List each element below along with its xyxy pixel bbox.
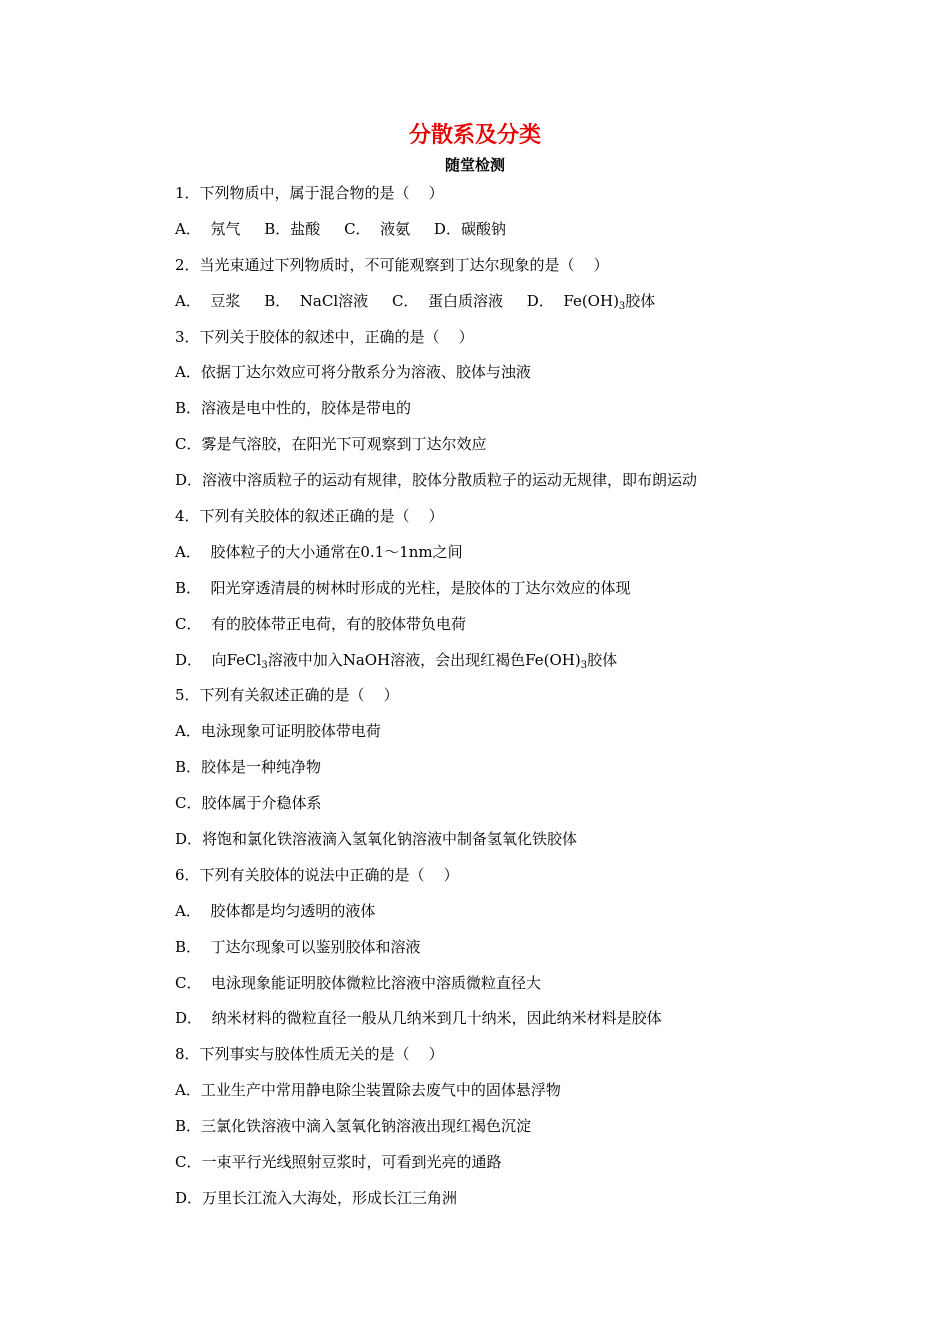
q4-option-d-pre: D． 向FeCl xyxy=(175,650,262,669)
q8-option-c: C．一束平行光线照射豆浆时，可看到光亮的通路 xyxy=(175,1153,502,1172)
q3-stem: 3．下列关于胶体的叙述中，正确的是（ ） xyxy=(175,327,474,346)
q2-options-tail: 胶体 xyxy=(625,291,656,310)
q2-options xyxy=(175,287,875,323)
q4-option-a: A． 胶体粒子的大小通常在0.1～1nm之间 xyxy=(175,542,463,561)
q5-option-b: B．胶体是一种纯净物 xyxy=(175,758,322,777)
q5-option-a: A．电泳现象可证明胶体带电荷 xyxy=(175,722,381,741)
q1-options: A． 氖气 B．盐酸 C． 液氨 D．碳酸钠 xyxy=(175,219,506,238)
q4-option-d-sub1: 3 xyxy=(261,659,268,671)
q8-option-d: D．万里长江流入大海处，形成长江三角洲 xyxy=(175,1188,458,1207)
q2-options-text: A． 豆浆 B． NaCl溶液 C． 蛋白质溶液 D． Fe(OH) xyxy=(175,291,619,310)
q2-stem: 2．当光束通过下列物质时，不可能观察到丁达尔现象的是（ ） xyxy=(175,255,609,274)
q8-option-b: B．三氯化铁溶液中滴入氢氧化钠溶液出现红褐色沉淀 xyxy=(175,1117,532,1136)
q4-option-d xyxy=(175,646,875,682)
q6-stem: 6．下列有关胶体的说法中正确的是（ ） xyxy=(175,865,459,884)
q3-option-a: A．依据丁达尔效应可将分散系分为溶液、胶体与浊液 xyxy=(175,363,531,382)
q6-option-c: C． 电泳现象能证明胶体微粒比溶液中溶质微粒直径大 xyxy=(175,973,542,992)
q5-option-c: C．胶体属于介稳体系 xyxy=(175,794,322,813)
q1-stem: 1．下列物质中，属于混合物的是（ ） xyxy=(175,184,444,202)
q5-stem: 5．下列有关叙述正确的是（ ） xyxy=(175,686,399,705)
document-title: 分散系及分类 xyxy=(408,122,541,148)
q4-option-c: C． 有的胶体带正电荷，有的胶体带负电荷 xyxy=(175,614,467,633)
q8-option-a: A．工业生产中常用静电除尘装置除去废气中的固体悬浮物 xyxy=(175,1081,561,1100)
question-list xyxy=(175,179,875,1220)
q3-option-b: B．溶液是电中性的，胶体是带电的 xyxy=(175,399,412,418)
q3-option-c: C．雾是气溶胶，在阳光下可观察到丁达尔效应 xyxy=(175,435,487,454)
q4-option-d-sub2: 3 xyxy=(580,659,588,671)
q4-option-d-tail: 胶体 xyxy=(587,650,618,669)
q6-option-a: A． 胶体都是均匀透明的液体 xyxy=(175,901,376,920)
q3-option-d: D．溶液中溶质粒子的运动有规律，胶体分散质粒子的运动无规律，即布朗运动 xyxy=(175,471,698,490)
q4-stem: 4．下列有关胶体的叙述正确的是（ ） xyxy=(175,507,444,526)
q8-stem: 8．下列事实与胶体性质无关的是（ ） xyxy=(175,1045,444,1064)
q6-option-d: D． 纳米材料的微粒直径一般从几纳米到几十纳米，因此纳米材料是胶体 xyxy=(175,1009,662,1028)
q2-options-subscript: 3 xyxy=(618,300,626,312)
q5-option-d: D．将饱和氯化铁溶液滴入氢氧化钠溶液中制备氢氧化铁胶体 xyxy=(175,830,578,849)
q4-option-d-mid: 溶液中加入NaOH溶液，会出现红褐色Fe(OH) xyxy=(267,650,581,669)
q4-option-b: B． 阳光穿透清晨的树林时形成的光柱，是胶体的丁达尔效应的体现 xyxy=(175,578,631,597)
document-subtitle: 随堂检测 xyxy=(444,156,505,174)
q6-option-b: B． 丁达尔现象可以鉴别胶体和溶液 xyxy=(175,937,421,956)
